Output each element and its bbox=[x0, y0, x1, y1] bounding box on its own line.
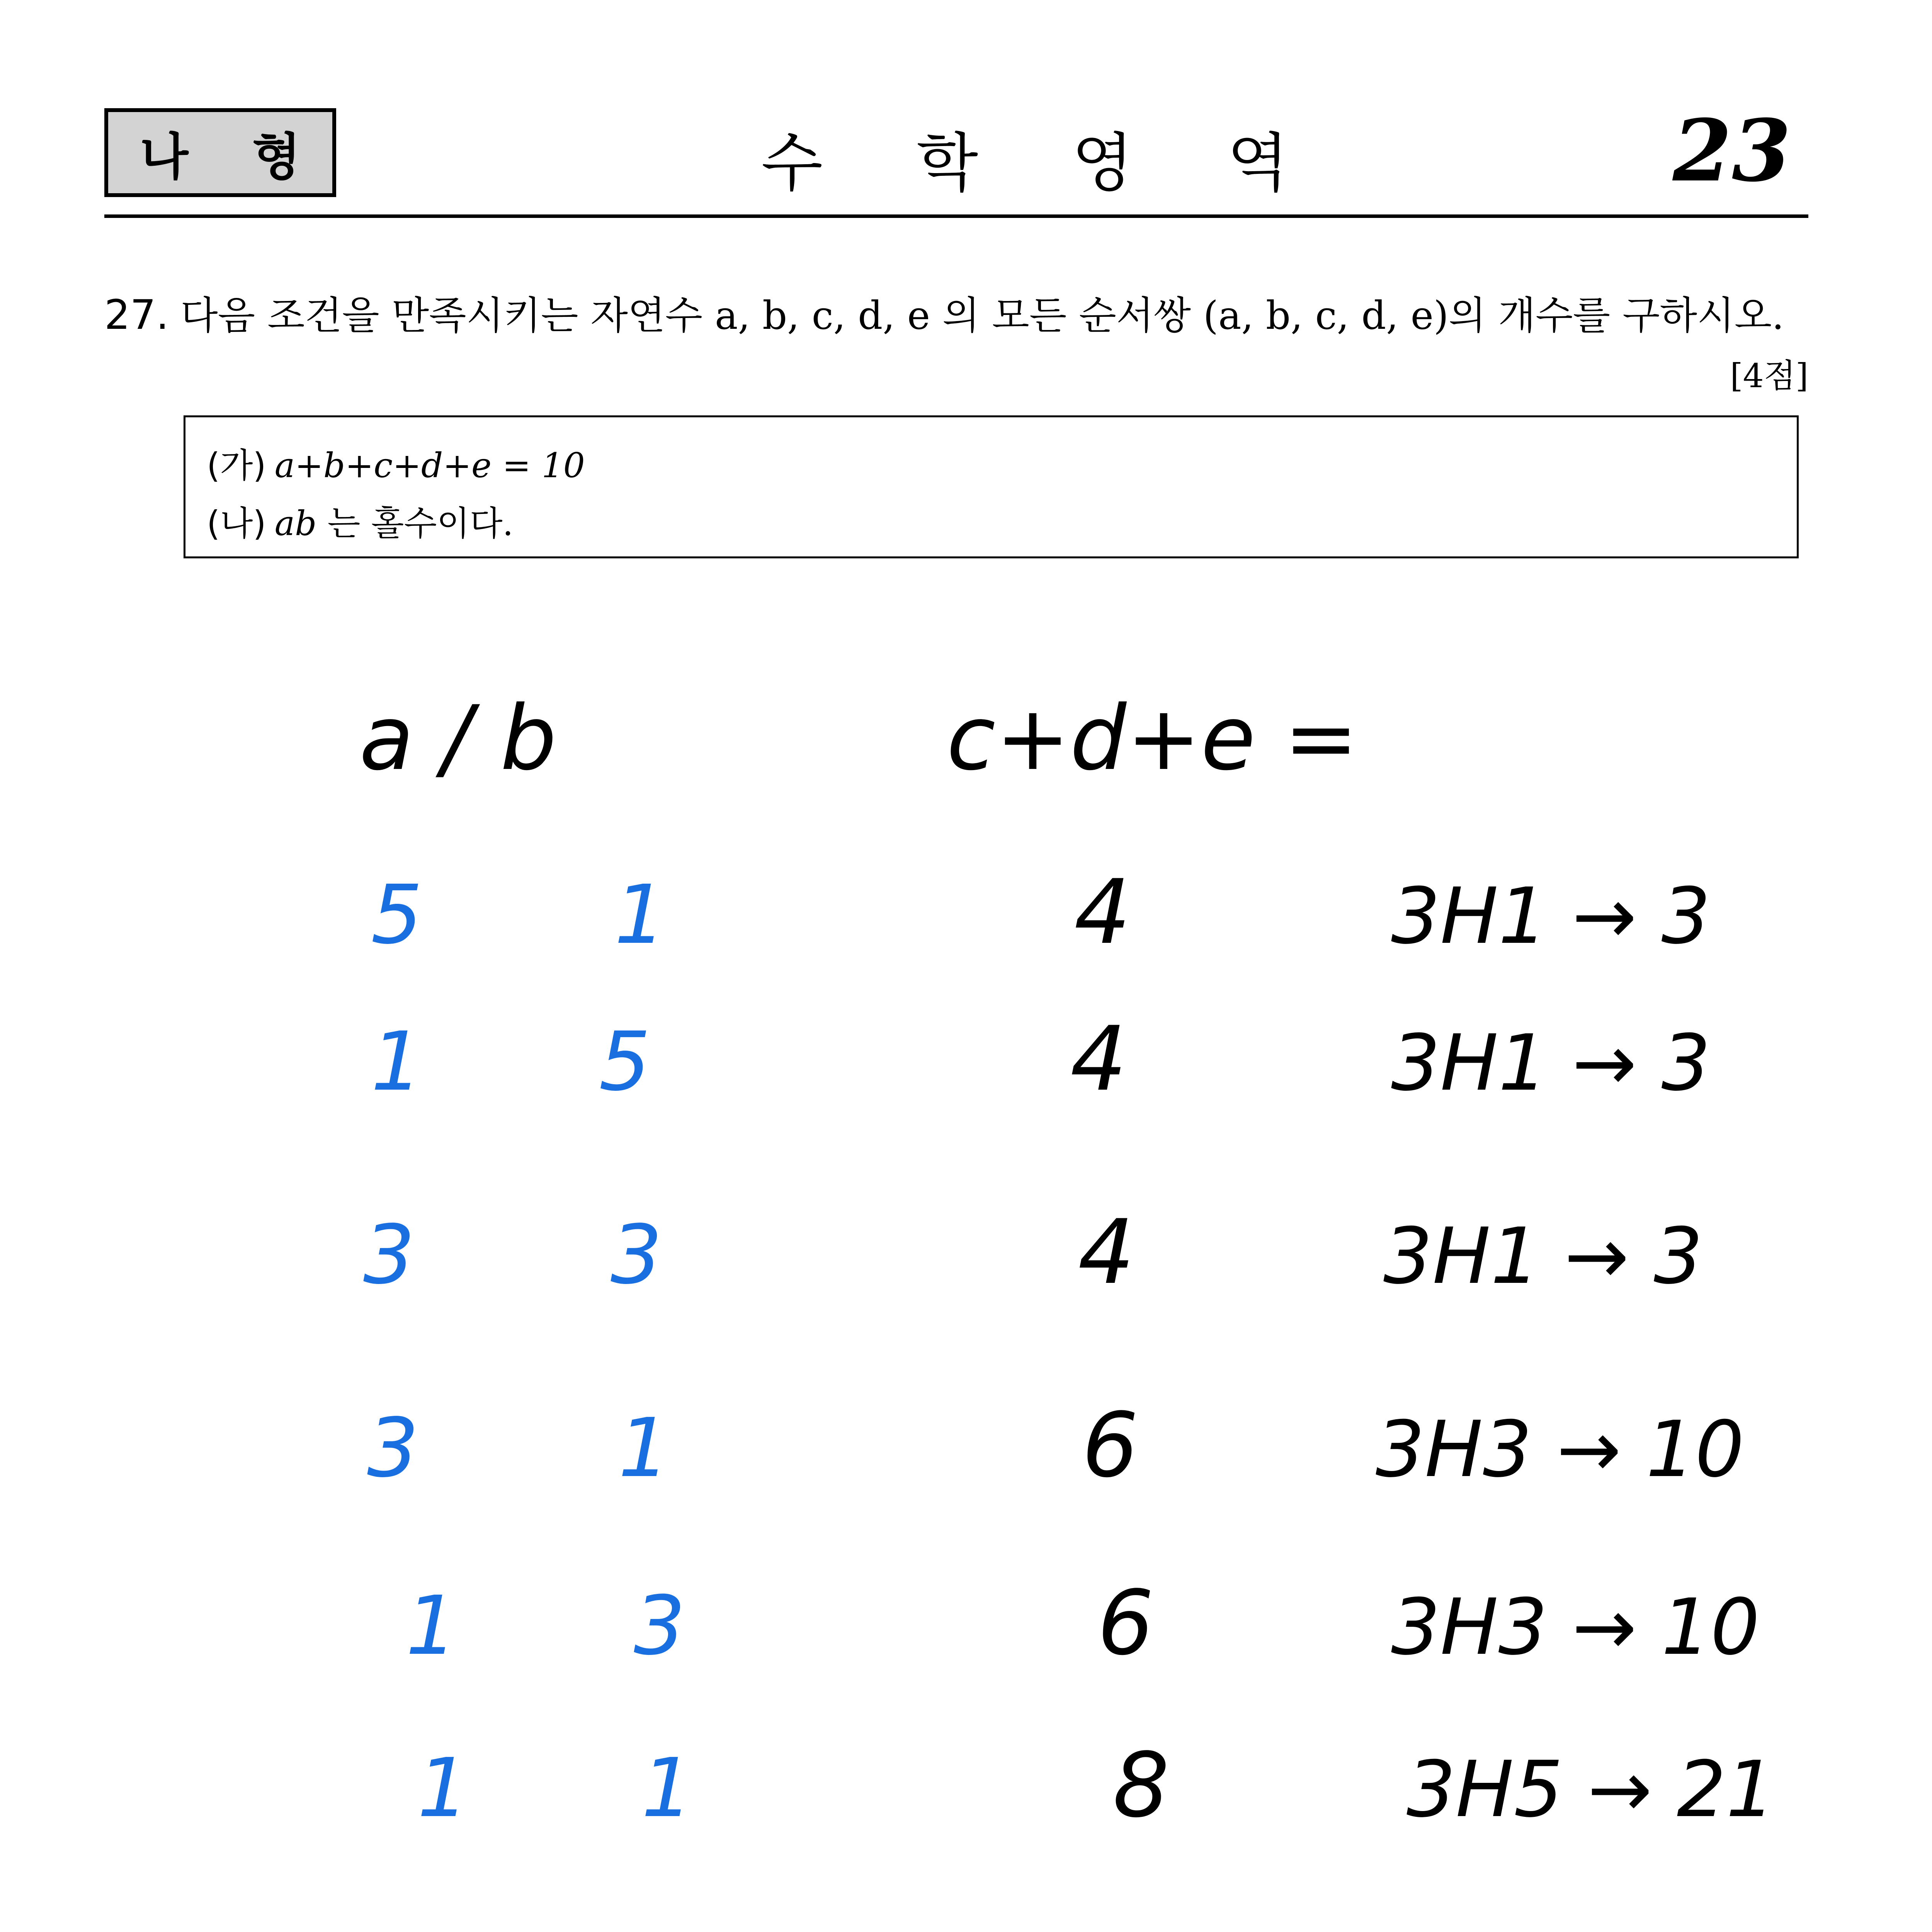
hw-header-ab: a / b bbox=[359, 687, 557, 790]
hw-row-calc: 3H3 → 10 bbox=[1391, 1582, 1760, 1672]
condition-label: (가) bbox=[207, 446, 266, 485]
condition-label: (나) bbox=[207, 503, 266, 543]
condition-math: ab bbox=[274, 503, 317, 543]
hw-row-b: 3 bbox=[611, 1208, 662, 1302]
condition-math: a+b+c+d+e = 10 bbox=[274, 446, 585, 485]
hw-row-sum: 6 bbox=[1082, 1394, 1139, 1497]
hw-row-b: 1 bbox=[618, 1401, 670, 1495]
hw-row-sum: 6 bbox=[1097, 1572, 1154, 1675]
hw-row-b: 1 bbox=[614, 867, 666, 962]
hw-row-a: 3 bbox=[367, 1401, 419, 1495]
question-body: 다음 조건을 만족시키는 자연수 a, b, c, d, e 의 모든 순서쌍 (a, b, c, d, e)의 개수를 구하시오. bbox=[180, 293, 1784, 338]
hw-header-cde: c+d+e = bbox=[947, 687, 1359, 790]
hw-row-a: 1 bbox=[371, 1014, 423, 1109]
condition-suffix: 는 홀수이다. bbox=[327, 503, 514, 543]
hw-row-sum: 4 bbox=[1074, 861, 1131, 964]
hw-row-calc: 3H1 → 3 bbox=[1383, 1211, 1703, 1301]
hw-row-a: 3 bbox=[363, 1208, 415, 1302]
hw-row-calc: 3H3 → 10 bbox=[1376, 1405, 1745, 1495]
question-points: [4점] bbox=[1730, 357, 1808, 395]
hw-row-calc: 3H1 → 3 bbox=[1391, 871, 1711, 961]
exam-type-box: 나 형 bbox=[104, 108, 336, 197]
hw-row-calc: 3H1 → 3 bbox=[1391, 1018, 1711, 1108]
subject-title: 수 학 영 역 bbox=[761, 126, 1325, 200]
hw-row-sum: 4 bbox=[1078, 1201, 1135, 1304]
hw-rows bbox=[363, 861, 1775, 1837]
hw-row-sum: 4 bbox=[1070, 1008, 1127, 1111]
page-number: 23 bbox=[1672, 100, 1791, 201]
hw-row-b: 3 bbox=[634, 1578, 685, 1673]
hw-row-b: 1 bbox=[641, 1741, 693, 1835]
hw-row-b: 5 bbox=[599, 1014, 651, 1109]
hw-row-a: 5 bbox=[371, 867, 423, 962]
hw-row-a: 1 bbox=[417, 1741, 469, 1835]
hw-row-calc: 3H5 → 21 bbox=[1406, 1745, 1776, 1835]
question-number: 27. bbox=[104, 291, 169, 338]
hw-row-sum: 8 bbox=[1113, 1734, 1170, 1837]
hw-row-a: 1 bbox=[406, 1578, 457, 1673]
